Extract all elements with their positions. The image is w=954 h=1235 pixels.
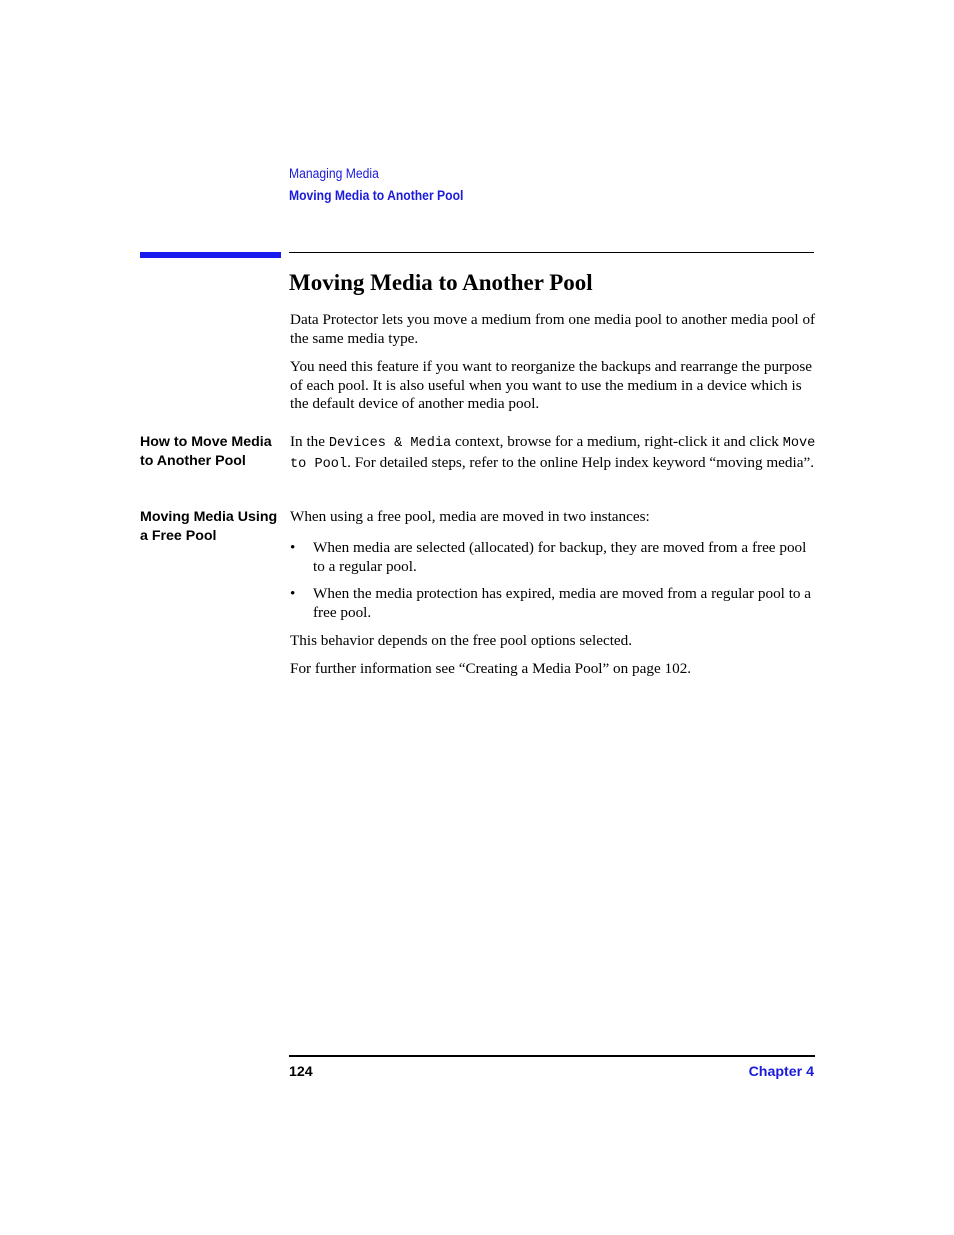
page-title: Moving Media to Another Pool bbox=[289, 270, 593, 295]
intro-paragraph-1 bbox=[290, 311, 818, 348]
how-to-paragraph bbox=[290, 433, 818, 474]
footer-chapter: Chapter 4 bbox=[748, 1064, 814, 1080]
running-header-section: Moving Media to Another Pool bbox=[289, 188, 464, 203]
free-pool-heading: Moving Media Using a Free Pool bbox=[140, 509, 278, 544]
behavior-paragraph: This behavior depends on the free pool options selected. bbox=[290, 632, 633, 649]
list-item bbox=[290, 539, 818, 576]
list-item-text: When the media protection has expired, media are moved from a regular pool to a free pool. bbox=[313, 585, 812, 621]
move-to-pool-code: Move to Pool bbox=[290, 436, 816, 472]
bullet-marker: • bbox=[290, 585, 296, 602]
free-pool-lead: When using a free pool, media are moved in two instances: bbox=[290, 508, 650, 525]
intro-text-2: You need this feature if you want to reorganize the backups and rearrange the purpose of each pool. It is also useful when you want to use the medium in a device which is the default device of another media pool. bbox=[290, 358, 812, 413]
bullet-marker: • bbox=[290, 539, 296, 556]
how-to-heading: How to Move Media to Another Pool bbox=[140, 434, 272, 469]
footer-page-number: 124 bbox=[289, 1064, 313, 1080]
devices-media-context-code: Devices & Media bbox=[328, 436, 452, 451]
how-to-text-2: context, browse for a medium, right-click it and click bbox=[451, 433, 783, 450]
how-to-text-3: . For detailed steps, refer to the online Help index keyword “moving media”. bbox=[347, 453, 814, 471]
section-top-rule bbox=[289, 252, 814, 253]
section-marker-bar bbox=[140, 252, 281, 258]
further-info-paragraph: For further information see “Creating a Media Pool” on page 102. bbox=[290, 660, 692, 677]
intro-paragraph-2 bbox=[290, 358, 818, 414]
intro-text-1: Data Protector lets you move a medium from one media pool to another media pool of the same media type. bbox=[290, 311, 816, 347]
list-item bbox=[290, 585, 818, 622]
how-to-text-1: In the bbox=[290, 433, 329, 450]
list-item-text: When media are selected (allocated) for backup, they are moved from a free pool to a regular pool. bbox=[313, 539, 807, 575]
footer-rule bbox=[289, 1055, 815, 1057]
running-header-chapter: Managing Media bbox=[289, 166, 379, 181]
